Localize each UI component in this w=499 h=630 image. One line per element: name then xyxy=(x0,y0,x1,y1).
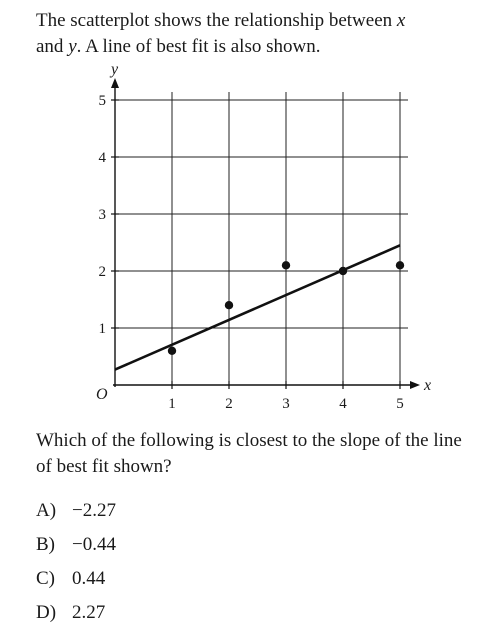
var-y: y xyxy=(68,36,77,57)
y-tick-label: 2 xyxy=(98,264,106,280)
x-axis-label: x xyxy=(424,377,432,394)
choice-c[interactable] xyxy=(36,562,116,596)
var-x: x xyxy=(396,10,406,31)
y-axis-label: y xyxy=(111,61,119,78)
choice-letter: C) xyxy=(36,568,55,589)
chart-axes xyxy=(96,61,431,403)
y-tick-label: 1 xyxy=(98,321,106,337)
y-axis-arrow-icon xyxy=(111,78,119,88)
choice-letter: B) xyxy=(36,534,55,555)
prompt-text-2: and xyxy=(36,36,69,57)
y-tick-label: 3 xyxy=(98,207,106,223)
chart-grid xyxy=(115,92,408,385)
chart-tick-labels xyxy=(99,93,404,412)
choice-d[interactable] xyxy=(36,596,116,630)
choice-value: −2.27 xyxy=(72,500,116,521)
choice-letter: A) xyxy=(36,500,57,521)
origin-label: O xyxy=(96,386,108,403)
choice-b[interactable] xyxy=(36,528,116,562)
answer-choices xyxy=(36,494,116,630)
choice-value: 0.44 xyxy=(72,568,106,589)
data-point xyxy=(282,261,290,269)
prompt-text-1: The scatterplot shows the relationship between xyxy=(36,10,397,31)
choice-value: −0.44 xyxy=(72,534,116,555)
x-tick-label: 2 xyxy=(225,396,233,412)
x-tick-label: 3 xyxy=(282,396,290,412)
data-point xyxy=(396,261,404,269)
data-point xyxy=(168,347,176,355)
x-axis-arrow-icon xyxy=(410,381,420,389)
x-tick-label: 1 xyxy=(168,396,176,412)
choice-letter: D) xyxy=(36,602,57,623)
question-text: Which of the following is closest to the slope of the line of best fit shown? xyxy=(36,430,462,477)
best-fit-line-group xyxy=(115,245,400,369)
data-point xyxy=(339,267,347,275)
best-fit-line xyxy=(115,245,400,369)
choice-value: 2.27 xyxy=(72,602,106,623)
x-tick-label: 5 xyxy=(396,396,404,412)
choice-a[interactable] xyxy=(36,494,116,528)
y-tick-label: 4 xyxy=(98,150,106,166)
prompt-text-3: . A line of best fit is also shown. xyxy=(76,36,321,57)
data-point xyxy=(225,301,233,309)
y-tick-label: 5 xyxy=(98,93,106,109)
x-tick-label: 4 xyxy=(339,396,347,412)
